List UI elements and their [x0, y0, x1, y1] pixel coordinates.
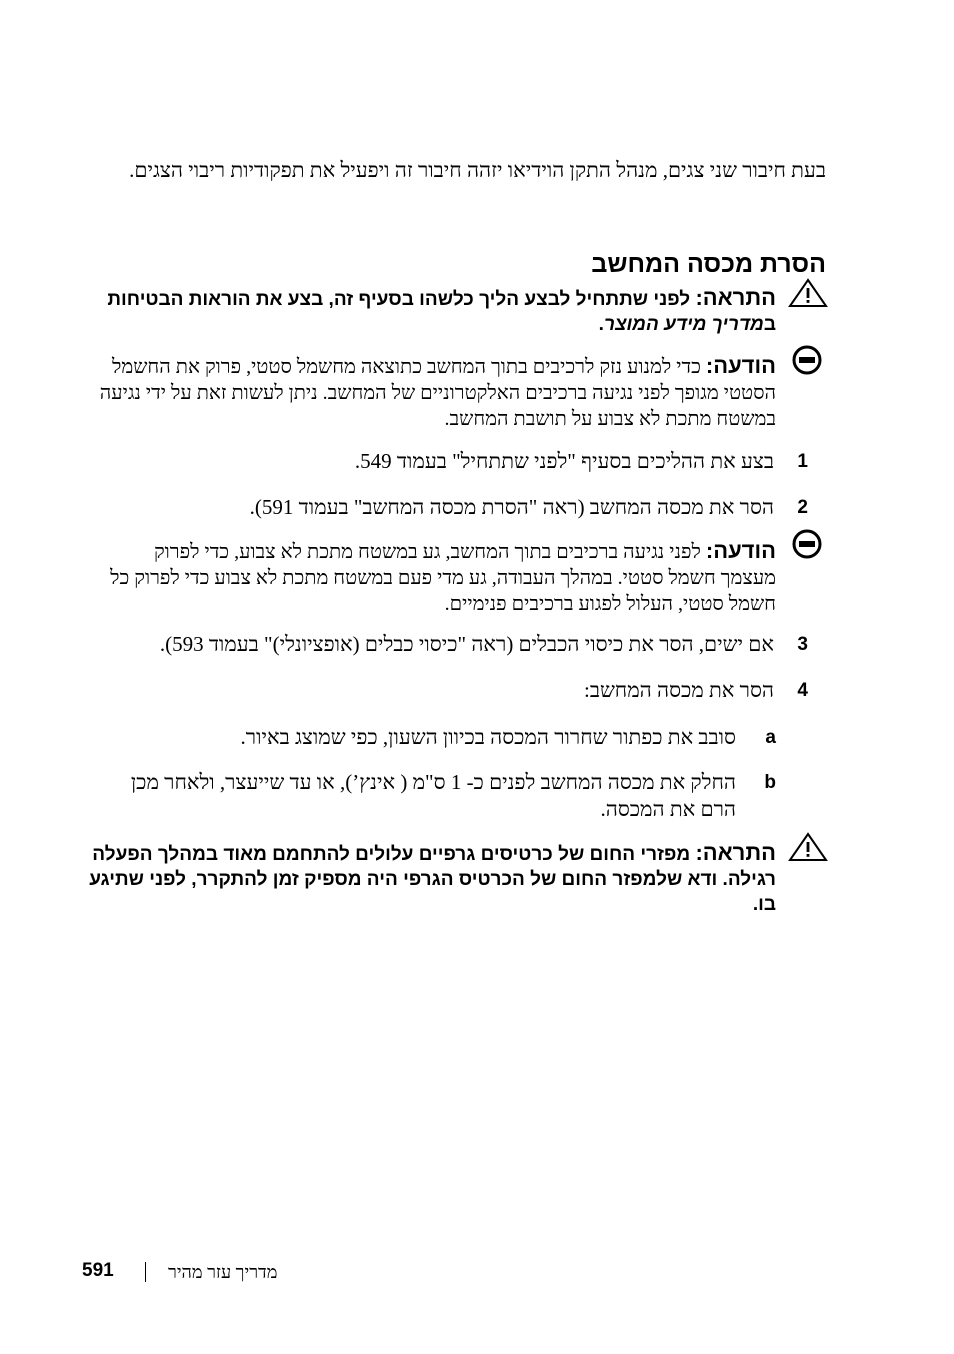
caution-2-text: מפזרי החום של כרטיסים גרפיים עלולים להתחמם מאוד במהלך הפעלה רגילה. ודא שלמפזר החום של הכרטיס הגרפי היה מספיק זמן להתקרר, לפני שתיגע בו. — [89, 844, 776, 915]
notice-2-label: הודעה: — [705, 538, 776, 563]
caution-1-italic: מדריך מידע המוצר — [603, 314, 764, 335]
warning-triangle-icon — [788, 832, 828, 862]
caution-1-end: . — [598, 314, 604, 335]
caution-2 — [86, 840, 776, 917]
section-title: הסרת מכסה המחשב — [591, 250, 826, 278]
page-number: 591 — [82, 1260, 114, 1281]
step-3-text: אם ישים, הסר את כיסוי הכבלים (ראה "כיסוי כבלים (אופציונלי)" בעמוד 593). — [159, 632, 774, 656]
notice-2 — [96, 538, 776, 617]
caution-1-text: לפני שתתחיל לבצע הליך כלשהו בסעיף זה, בצע את הוראות הבטיחות ב — [107, 289, 776, 335]
footer-title: מדריך עזר מהיר — [168, 1262, 278, 1282]
substep-b-letter: b — [764, 772, 776, 793]
step-2-text: הסר את מכסה המחשב (ראה "הסרת מכסה המחשב" בעמוד 591). — [249, 495, 774, 519]
step-4-text: הסר את מכסה המחשב: — [583, 678, 774, 702]
warning-triangle-icon — [788, 278, 828, 308]
step-3-number: 3 — [797, 634, 808, 655]
notice-1-label: הודעה: — [705, 353, 776, 378]
intro-paragraph: בעת חיבור שני צגים, מנהל התקן הוידיאו יזהה חיבור זה ויפעיל את תפקודיות ריבוי הצגים. — [129, 158, 826, 182]
step-1-text: בצע את ההליכים בסעיף "לפני שתתחיל" בעמוד 549. — [354, 449, 774, 473]
substep-a-text: סובב את כפתור שחרור המכסה בכיוון השעון, כפי שמוצג באיור. — [240, 725, 736, 749]
step-2-number: 2 — [797, 497, 808, 518]
notice-1 — [96, 353, 776, 432]
notice-1-text: כדי למנוע נזק לרכיבים בתוך המחשב כתוצאה מחשמל סטטי, פרוק את החשמל הסטטי מגופך לפני נגיעה ברכיבים האלקטרוניים של המחשב. ניתן לעשות זאת על ידי נגיעה במשטח מתכת לא צבוע על תושבת המחשב. — [99, 356, 776, 430]
notice-circle-icon — [792, 529, 822, 559]
caution-2-label: התראה: — [695, 840, 776, 865]
notice-2-text: לפני נגיעה ברכיבים בתוך המחשב, גע במשטח מתכת לא צבוע, כדי לפרוק מעצמך חשמל סטטי. במהלך העבודה, גע מדי פעם במשטח מתכת לא צבוע כדי לפרוק כל חשמל סטטי, העלול לפגוע ברכיבים פנימיים. — [110, 541, 776, 615]
substep-b-text: החלק את מכסה המחשב לפנים כ- 1 ס"מ ( אינץ’), או עד שייעצר, ולאחר מכן הרם את המכסה. — [130, 770, 736, 821]
notice-circle-icon — [792, 345, 822, 375]
step-4-number: 4 — [797, 680, 808, 701]
caution-1-label: התראה: — [695, 285, 776, 310]
footer-divider — [145, 1262, 146, 1282]
substep-a-letter: a — [765, 727, 776, 748]
step-1-number: 1 — [797, 451, 808, 472]
caution-1 — [76, 285, 776, 337]
